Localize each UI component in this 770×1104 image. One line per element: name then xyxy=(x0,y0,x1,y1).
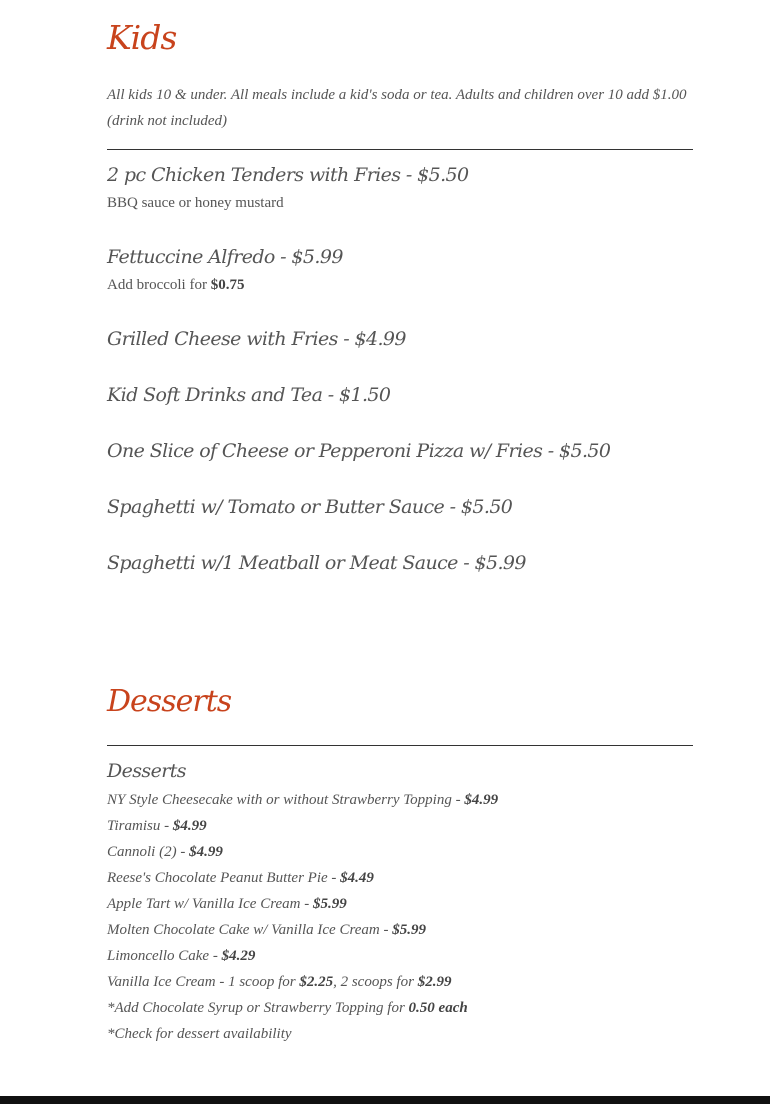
dessert-line: NY Style Cheesecake with or without Strawberry Topping - $4.99 xyxy=(107,792,499,808)
kids-note: All kids 10 & under. All meals include a kid's soda or tea. Adults and children over 10 add $1.00 (drink not included) xyxy=(107,87,687,129)
kids-item-chicken-tenders-desc: BBQ sauce or honey mustard xyxy=(107,195,284,211)
kids-divider xyxy=(107,149,693,150)
dessert-line: Reese's Chocolate Peanut Butter Pie - $4.49 xyxy=(107,870,374,886)
desserts-divider xyxy=(107,745,693,746)
kids-item-spaghetti-tomato: Spaghetti w/ Tomato or Butter Sauce - $5.50 xyxy=(107,496,513,518)
desserts-list xyxy=(107,787,693,1047)
kids-item-chicken-tenders: 2 pc Chicken Tenders with Fries - $5.50 xyxy=(107,164,469,186)
dessert-line: *Check for dessert availability xyxy=(107,1026,292,1042)
kids-item-soft-drinks: Kid Soft Drinks and Tea - $1.50 xyxy=(107,384,391,406)
dessert-line: Molten Chocolate Cake w/ Vanilla Ice Cream - $5.99 xyxy=(107,922,426,938)
dessert-line: Limoncello Cake - $4.29 xyxy=(107,948,256,964)
dessert-line: Cannoli (2) - $4.99 xyxy=(107,844,223,860)
kids-item-fettuccine: Fettuccine Alfredo - $5.99 xyxy=(107,246,343,268)
kids-item-fettuccine-desc: Add broccoli for $0.75 xyxy=(107,277,245,293)
desserts-section-title: Desserts xyxy=(107,684,232,719)
broccoli-price: $0.75 xyxy=(210,277,245,293)
dessert-line: Apple Tart w/ Vanilla Ice Cream - $5.99 xyxy=(107,896,347,912)
dessert-line: *Add Chocolate Syrup or Strawberry Topping for 0.50 each xyxy=(107,1000,468,1016)
dessert-line: Tiramisu - $4.99 xyxy=(107,818,207,834)
kids-section-title: Kids xyxy=(107,18,177,57)
desserts-subtitle: Desserts xyxy=(107,760,186,782)
kids-item-grilled-cheese: Grilled Cheese with Fries - $4.99 xyxy=(107,328,406,350)
kids-item-spaghetti-meatball: Spaghetti w/1 Meatball or Meat Sauce - $5.99 xyxy=(107,552,526,574)
dessert-line: Vanilla Ice Cream - 1 scoop for $2.25, 2 scoops for $2.99 xyxy=(107,974,452,990)
kids-item-pizza: One Slice of Cheese or Pepperoni Pizza w/ Fries - $5.50 xyxy=(107,440,611,462)
footer-bar xyxy=(0,1096,770,1104)
